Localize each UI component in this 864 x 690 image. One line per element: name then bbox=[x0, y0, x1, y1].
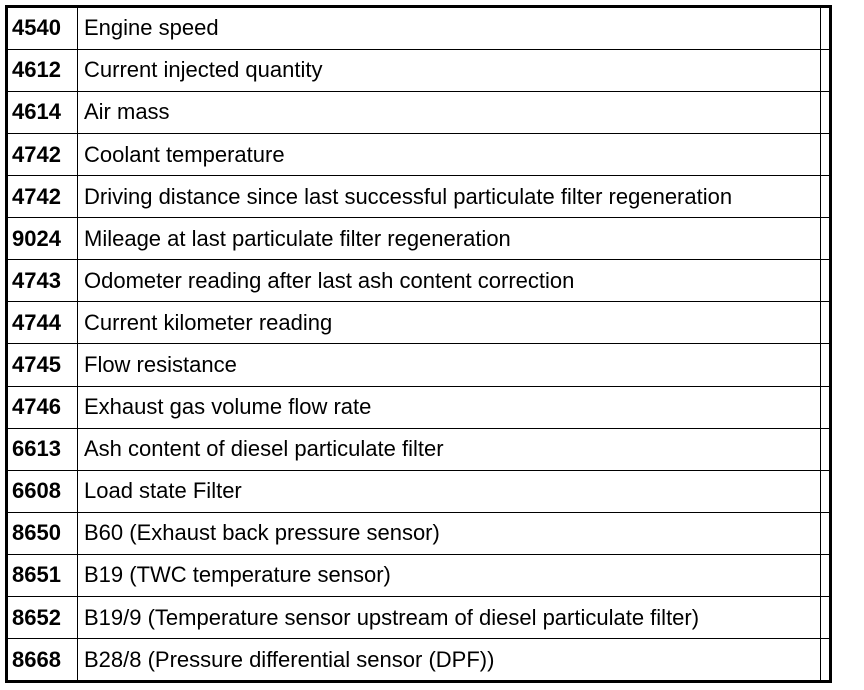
parameter-table bbox=[5, 5, 832, 683]
parameter-description: B19/9 (Temperature sensor upstream of diesel particulate filter) bbox=[78, 597, 821, 639]
table-row bbox=[8, 176, 829, 218]
empty-cell bbox=[821, 176, 830, 218]
parameter-code: 4742 bbox=[8, 134, 78, 176]
empty-cell bbox=[821, 512, 830, 554]
table-row bbox=[8, 597, 829, 639]
empty-cell bbox=[821, 8, 830, 49]
parameter-code: 4540 bbox=[8, 8, 78, 49]
empty-cell bbox=[821, 260, 830, 302]
table-row bbox=[8, 512, 829, 554]
empty-cell bbox=[821, 49, 830, 91]
empty-cell bbox=[821, 91, 830, 133]
parameter-code: 8668 bbox=[8, 639, 78, 680]
parameter-code: 6608 bbox=[8, 470, 78, 512]
empty-cell bbox=[821, 344, 830, 386]
parameter-description: Odometer reading after last ash content correction bbox=[78, 260, 821, 302]
parameter-description: B19 (TWC temperature sensor) bbox=[78, 554, 821, 596]
parameter-description: Air mass bbox=[78, 91, 821, 133]
parameter-code: 8651 bbox=[8, 554, 78, 596]
parameter-code: 4746 bbox=[8, 386, 78, 428]
parameter-code: 4744 bbox=[8, 302, 78, 344]
parameter-code: 8650 bbox=[8, 512, 78, 554]
parameter-description: B28/8 (Pressure differential sensor (DPF)) bbox=[78, 639, 821, 680]
parameter-code: 9024 bbox=[8, 218, 78, 260]
parameter-description: Ash content of diesel particulate filter bbox=[78, 428, 821, 470]
empty-cell bbox=[821, 554, 830, 596]
table-row bbox=[8, 91, 829, 133]
parameter-description: Coolant temperature bbox=[78, 134, 821, 176]
table-row bbox=[8, 344, 829, 386]
empty-cell bbox=[821, 470, 830, 512]
parameter-description: Driving distance since last successful particulate filter regeneration bbox=[78, 176, 821, 218]
parameter-description: Engine speed bbox=[78, 8, 821, 49]
empty-cell bbox=[821, 218, 830, 260]
table-row bbox=[8, 134, 829, 176]
table-row bbox=[8, 470, 829, 512]
parameter-code: 4743 bbox=[8, 260, 78, 302]
table-row bbox=[8, 554, 829, 596]
parameter-code: 4742 bbox=[8, 176, 78, 218]
parameter-code: 4745 bbox=[8, 344, 78, 386]
parameter-description: Flow resistance bbox=[78, 344, 821, 386]
parameter-description: Exhaust gas volume flow rate bbox=[78, 386, 821, 428]
parameter-code: 8652 bbox=[8, 597, 78, 639]
table-row bbox=[8, 49, 829, 91]
parameter-table-body bbox=[8, 8, 829, 680]
parameter-code: 6613 bbox=[8, 428, 78, 470]
table-row bbox=[8, 302, 829, 344]
parameter-description: B60 (Exhaust back pressure sensor) bbox=[78, 512, 821, 554]
parameter-code: 4614 bbox=[8, 91, 78, 133]
parameter-description: Current kilometer reading bbox=[78, 302, 821, 344]
parameter-code: 4612 bbox=[8, 49, 78, 91]
parameter-description: Load state Filter bbox=[78, 470, 821, 512]
empty-cell bbox=[821, 134, 830, 176]
table-row bbox=[8, 386, 829, 428]
empty-cell bbox=[821, 386, 830, 428]
table-row bbox=[8, 8, 829, 49]
parameter-table-grid bbox=[8, 8, 829, 680]
table-row bbox=[8, 218, 829, 260]
parameter-description: Current injected quantity bbox=[78, 49, 821, 91]
table-row bbox=[8, 260, 829, 302]
empty-cell bbox=[821, 639, 830, 680]
table-row bbox=[8, 428, 829, 470]
table-row bbox=[8, 639, 829, 680]
empty-cell bbox=[821, 302, 830, 344]
empty-cell bbox=[821, 428, 830, 470]
empty-cell bbox=[821, 597, 830, 639]
parameter-description: Mileage at last particulate filter regeneration bbox=[78, 218, 821, 260]
